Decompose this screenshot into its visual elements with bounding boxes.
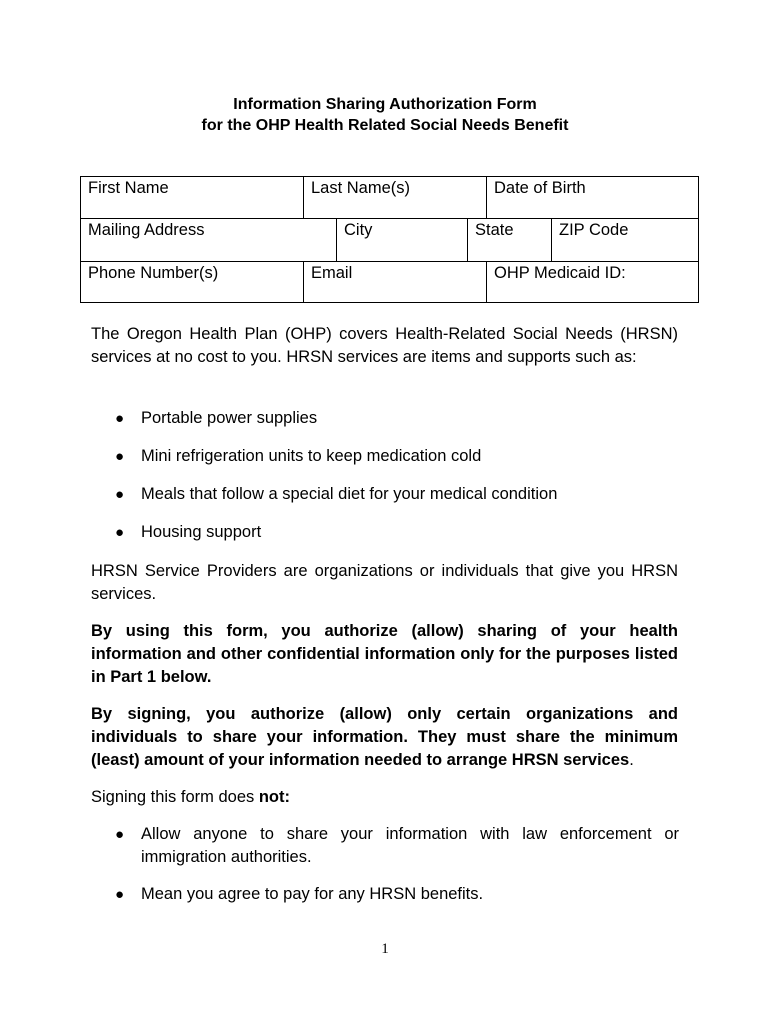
list-item-text: Mean you agree to pay for any HRSN benefits.	[141, 885, 484, 903]
state-field[interactable]	[467, 219, 551, 261]
list-item-text: Mini refrigeration units to keep medication cold	[141, 447, 482, 465]
state-label: State	[475, 221, 514, 239]
city-label: City	[344, 221, 373, 239]
ohp-medicaid-id-field[interactable]	[486, 262, 698, 302]
providers-paragraph: HRSN Service Providers are organizations or individuals that give you HRSN services.	[91, 562, 678, 603]
table-row	[81, 262, 698, 302]
bullet-icon: ●	[115, 410, 125, 427]
table-row	[81, 177, 698, 219]
page-number: 1	[381, 941, 389, 957]
phone-number-label: Phone Number(s)	[88, 264, 219, 282]
list-item-text: Housing support	[141, 523, 262, 541]
first-name-field[interactable]	[81, 177, 303, 218]
signing-paragraph-bold: By signing, you authorize (allow) only certain organizations and individuals to share your information. They must share the minimum (least) amount of your information needed to arrange HRSN services	[91, 705, 678, 769]
email-field[interactable]	[303, 262, 486, 302]
zip-code-label: ZIP Code	[559, 221, 629, 239]
list-item-text: Portable power supplies	[141, 409, 318, 427]
page-title	[0, 94, 770, 136]
mailing-address-label: Mailing Address	[88, 221, 205, 239]
bullet-icon: ●	[115, 826, 125, 843]
intro-paragraph: The Oregon Health Plan (OHP) covers Health-Related Social Needs (HRSN) services at no cost to you. HRSN services are items and supports such as:	[91, 325, 678, 366]
personal-info-table	[80, 176, 699, 303]
last-name-label: Last Name(s)	[311, 179, 411, 197]
authorize-paragraph: By using this form, you authorize (allow) sharing of your health information and other confidential information only for the purposes listed in Part 1 below.	[91, 622, 678, 686]
email-label: Email	[311, 264, 353, 282]
signing-paragraph	[91, 703, 678, 772]
bullet-icon: ●	[115, 486, 125, 503]
last-name-field[interactable]	[303, 177, 486, 218]
date-of-birth-field[interactable]	[486, 177, 698, 218]
bullet-icon: ●	[115, 448, 125, 465]
ohp-medicaid-id-label: OHP Medicaid ID:	[494, 264, 626, 282]
table-row	[81, 219, 698, 262]
date-of-birth-label: Date of Birth	[494, 179, 586, 197]
signing-not-bold: not:	[258, 788, 290, 806]
title-line-1: Information Sharing Authorization Form	[233, 96, 537, 113]
bullet-icon: ●	[115, 886, 125, 903]
list-item-text: Allow anyone to share your information with law enforcement or immigration authorities.	[141, 825, 679, 866]
mailing-address-field[interactable]	[81, 219, 336, 261]
city-field[interactable]	[336, 219, 467, 261]
first-name-label: First Name	[88, 179, 169, 197]
signing-not-heading	[91, 786, 678, 809]
zip-code-field[interactable]	[551, 219, 698, 261]
list-item-text: Meals that follow a special diet for your medical condition	[141, 485, 558, 503]
bullet-icon: ●	[115, 524, 125, 541]
signing-paragraph-period: .	[629, 751, 634, 769]
signing-not-lead: Signing this form does	[91, 788, 259, 806]
phone-number-field[interactable]	[81, 262, 303, 302]
title-line-2: for the OHP Health Related Social Needs Benefit	[201, 117, 569, 134]
